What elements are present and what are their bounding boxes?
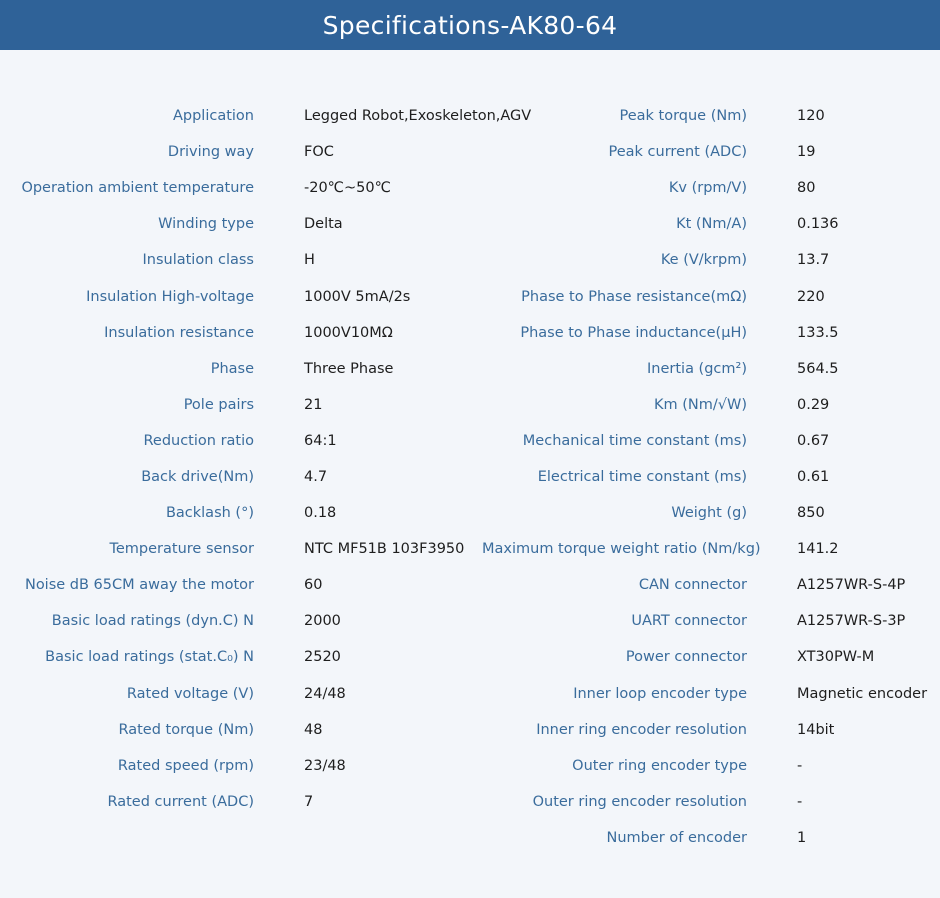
spec-label: Insulation High-voltage: [86, 288, 254, 305]
spec-value: 1000V 5mA/2s: [304, 288, 411, 305]
spec-label: UART connector: [631, 613, 747, 630]
spec-row: [0, 495, 531, 531]
spec-row: [482, 784, 927, 820]
spec-value: 141.2: [797, 541, 839, 558]
spec-label: Km (Nm/√W): [654, 396, 747, 413]
spec-row: [0, 567, 531, 603]
spec-row: [482, 639, 927, 675]
spec-label: Peak torque (Nm): [619, 108, 747, 125]
spec-value: -: [797, 757, 803, 774]
spec-value: 0.18: [304, 505, 337, 522]
spec-row: [0, 315, 531, 351]
spec-row: [482, 712, 927, 748]
spec-label: Rated current (ADC): [107, 793, 254, 810]
spec-row: [0, 242, 531, 278]
spec-label: Inner loop encoder type: [573, 685, 747, 702]
spec-label: Operation ambient temperature: [21, 180, 254, 197]
spec-value: 2520: [304, 649, 341, 666]
spec-label: CAN connector: [638, 577, 747, 594]
spec-label: Back drive(Nm): [141, 468, 254, 485]
spec-value: 1000V10MΩ: [304, 324, 393, 341]
spec-label: Reduction ratio: [143, 432, 254, 449]
spec-label: Number of encoder: [606, 829, 747, 846]
spec-row: [0, 134, 531, 170]
spec-column-right: [482, 98, 927, 856]
spec-row: [0, 98, 531, 134]
spec-row: [0, 639, 531, 675]
spec-label: Weight (g): [671, 505, 747, 522]
spec-value: 120: [797, 108, 825, 125]
spec-label: Maximum torque weight ratio (Nm/kg): [482, 541, 761, 558]
spec-value: 220: [797, 288, 825, 305]
spec-value: 4.7: [304, 468, 328, 485]
spec-label: Outer ring encoder type: [572, 757, 747, 774]
spec-value: 14bit: [797, 721, 835, 738]
spec-label: Outer ring encoder resolution: [532, 793, 747, 810]
spec-label: Backlash (°): [165, 505, 254, 522]
spec-row: [0, 206, 531, 242]
spec-value: 0.67: [797, 432, 830, 449]
spec-value: 133.5: [797, 324, 839, 341]
spec-row: [0, 387, 531, 423]
spec-value: Three Phase: [304, 360, 394, 377]
spec-label: Phase: [210, 360, 254, 377]
spec-value: H: [304, 252, 315, 269]
spec-label: Basic load ratings (stat.C₀) N: [45, 649, 254, 666]
spec-row: [0, 603, 531, 639]
spec-label: Insulation class: [142, 252, 254, 269]
spec-label: Winding type: [158, 216, 254, 233]
spec-label: Rated torque (Nm): [118, 721, 254, 738]
spec-row: [482, 242, 927, 278]
spec-value: 0.61: [797, 468, 830, 485]
spec-label: Peak current (ADC): [608, 144, 747, 161]
spec-row: [482, 170, 927, 206]
spec-label: Application: [172, 108, 254, 125]
spec-label: Inner ring encoder resolution: [536, 721, 747, 738]
spec-value: 64:1: [304, 432, 337, 449]
spec-row: [482, 459, 927, 495]
spec-row: [0, 423, 531, 459]
spec-row: [482, 820, 927, 856]
spec-value: 0.29: [797, 396, 830, 413]
spec-value: 80: [797, 180, 816, 197]
spec-value: Magnetic encoder: [797, 685, 928, 702]
spec-label: Kt (Nm/A): [676, 216, 747, 233]
spec-label: Driving way: [167, 144, 254, 161]
spec-row: [482, 315, 927, 351]
spec-row: [0, 784, 531, 820]
spec-row: [0, 531, 531, 567]
spec-value: A1257WR-S-4P: [797, 577, 906, 594]
spec-label: Phase to Phase resistance(mΩ): [521, 288, 747, 305]
spec-value: -: [797, 793, 803, 810]
spec-value: XT30PW-M: [797, 649, 875, 666]
spec-row: [482, 531, 927, 567]
spec-label: Power connector: [625, 649, 747, 666]
spec-row: [482, 206, 927, 242]
spec-row: [0, 748, 531, 784]
spec-value: 19: [797, 144, 816, 161]
spec-row: [0, 170, 531, 206]
spec-row: [482, 748, 927, 784]
spec-row: [0, 676, 531, 712]
spec-value: -20℃~50℃: [304, 180, 391, 197]
spec-label: Ke (V/krpm): [660, 252, 747, 269]
spec-row: [0, 278, 531, 314]
spec-row: [482, 567, 927, 603]
spec-row: [482, 98, 927, 134]
spec-value: 13.7: [797, 252, 830, 269]
spec-value: FOC: [304, 144, 334, 161]
spec-row: [482, 278, 927, 314]
spec-label: Rated speed (rpm): [117, 757, 254, 774]
spec-value: 2000: [304, 613, 341, 630]
spec-row: [0, 712, 531, 748]
spec-value: A1257WR-S-3P: [797, 613, 906, 630]
spec-column-left: [0, 98, 531, 820]
spec-label: Basic load ratings (dyn.C) N: [51, 613, 254, 630]
spec-value: 850: [797, 505, 825, 522]
spec-value: 48: [304, 721, 323, 738]
spec-label: Mechanical time constant (ms): [522, 432, 747, 449]
spec-label: Noise dB 65CM away the motor: [24, 577, 254, 594]
spec-row: [0, 351, 531, 387]
spec-value: 21: [304, 396, 323, 413]
spec-row: [482, 351, 927, 387]
spec-label: Rated voltage (V): [126, 685, 254, 702]
spec-row: [482, 603, 927, 639]
spec-row: [482, 676, 927, 712]
spec-value: NTC MF51B 103F3950: [304, 541, 465, 558]
spec-row: [0, 459, 531, 495]
spec-value: Legged Robot,Exoskeleton,AGV: [304, 108, 532, 125]
spec-value: 7: [304, 793, 314, 810]
spec-label: Phase to Phase inductance(μH): [520, 324, 747, 341]
page-title-bar: [0, 0, 940, 50]
spec-label: Temperature sensor: [109, 541, 254, 558]
spec-label: Kv (rpm/V): [668, 180, 747, 197]
spec-row: [482, 387, 927, 423]
spec-label: Insulation resistance: [104, 324, 254, 341]
spec-row: [482, 423, 927, 459]
spec-value: 23/48: [304, 757, 346, 774]
spec-value: Delta: [304, 216, 343, 233]
spec-value: 0.136: [797, 216, 839, 233]
spec-value: 24/48: [304, 685, 346, 702]
spec-value: 564.5: [797, 360, 839, 377]
page-title: Specifications-AK80-64: [322, 10, 618, 40]
spec-row: [482, 134, 927, 170]
spec-value: 1: [797, 829, 807, 846]
spec-label: Pole pairs: [183, 396, 254, 413]
spec-label: Inertia (gcm²): [647, 360, 747, 377]
spec-row: [482, 495, 927, 531]
spec-value: 60: [304, 577, 323, 594]
spec-label: Electrical time constant (ms): [537, 468, 747, 485]
